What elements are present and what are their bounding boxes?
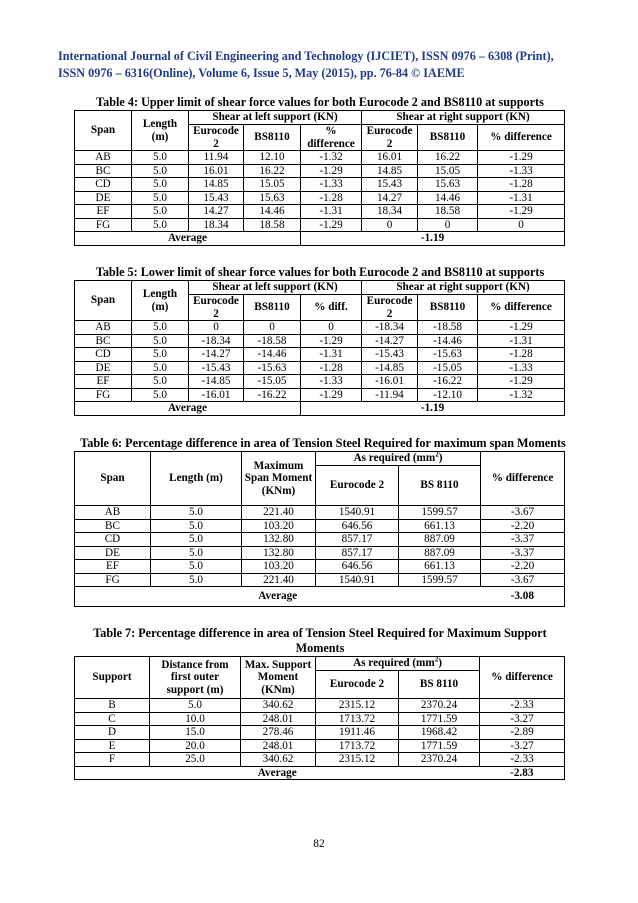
table-cell: 1771.59 — [399, 712, 480, 726]
table-cell: 1911.46 — [316, 726, 399, 740]
table-cell: -2.20 — [481, 519, 565, 533]
column-header-bs8110-right: BS8110 — [418, 125, 478, 151]
column-header-eurocode: Eurocode 2 — [316, 671, 399, 699]
table-cell: 25.0 — [150, 753, 241, 767]
row-label-cell: B — [75, 699, 150, 713]
row-label-cell: E — [75, 739, 150, 753]
table-cell: -18.34 — [189, 334, 244, 348]
table-cell: -3.37 — [481, 533, 565, 547]
row-label-cell: AB — [75, 151, 132, 165]
table-cell: 221.40 — [242, 573, 316, 587]
table-row — [75, 375, 565, 389]
column-header-difference: % difference — [481, 452, 565, 506]
table-cell: 15.63 — [418, 178, 478, 192]
table-5 — [74, 280, 565, 416]
table-cell: -1.29 — [478, 321, 565, 335]
table-row — [75, 151, 565, 165]
table-cell: 5.0 — [132, 361, 189, 375]
column-header-diff-left: % difference — [301, 125, 362, 151]
average-value: -1.19 — [301, 232, 565, 246]
column-header-max-span-moment: Maximum Span Moment (KNm) — [242, 452, 316, 506]
table-cell: -18.34 — [362, 321, 418, 335]
table-row — [75, 388, 565, 402]
table-cell: 646.56 — [316, 560, 399, 574]
table-cell: -3.27 — [480, 739, 565, 753]
table-cell: 1771.59 — [399, 739, 480, 753]
table-cell: 16.22 — [418, 151, 478, 165]
journal-header-line-2: ISSN 0976 – 6316(Online), Volume 6, Issue 5, May (2015), pp. 76-84 © IAEME — [58, 66, 465, 80]
table-7 — [74, 656, 565, 780]
table-row — [75, 739, 565, 753]
table-cell: 1713.72 — [316, 739, 399, 753]
table-cell: 20.0 — [150, 739, 241, 753]
table-row — [75, 205, 565, 219]
table-cell: 132.80 — [242, 533, 316, 547]
average-label: Average — [75, 232, 301, 246]
table-cell: 2315.12 — [316, 753, 399, 767]
table-cell: 221.40 — [242, 506, 316, 520]
table-cell: 0 — [189, 321, 244, 335]
table-cell: 14.46 — [244, 205, 301, 219]
average-label: Average — [75, 766, 480, 780]
column-header-diff-left: % diff. — [301, 295, 362, 321]
table-row — [75, 178, 565, 192]
table-cell: 14.46 — [418, 191, 478, 205]
row-label-cell: F — [75, 753, 150, 767]
column-header-length: Length (m) — [132, 281, 189, 321]
column-header-bs8110: BS 8110 — [399, 671, 480, 699]
row-label-cell: D — [75, 726, 150, 740]
table-cell: -1.33 — [478, 164, 565, 178]
table-cell: 15.43 — [362, 178, 418, 192]
table-cell: 1540.91 — [316, 573, 399, 587]
table-cell: 15.43 — [189, 191, 244, 205]
row-label-cell: EF — [75, 560, 151, 574]
row-label-cell: BC — [75, 519, 151, 533]
table-6 — [74, 451, 565, 607]
column-header-eurocode-left: Eurocode 2 — [189, 125, 244, 151]
table-cell: -1.32 — [478, 388, 565, 402]
table-cell: 661.13 — [399, 519, 481, 533]
table-cell: -15.63 — [418, 348, 478, 362]
table-cell: -1.32 — [301, 151, 362, 165]
table-cell: -2.20 — [481, 560, 565, 574]
table-cell: 14.85 — [189, 178, 244, 192]
average-value: -3.08 — [481, 587, 565, 607]
table-cell: 1599.57 — [399, 506, 481, 520]
table-cell: 15.05 — [244, 178, 301, 192]
table-cell: 14.27 — [362, 191, 418, 205]
row-label-cell: AB — [75, 506, 151, 520]
table-cell: 14.85 — [362, 164, 418, 178]
table-cell: -16.22 — [244, 388, 301, 402]
table-row — [75, 560, 565, 574]
table-cell: 2370.24 — [399, 753, 480, 767]
table-row — [75, 699, 565, 713]
table-cell: -1.33 — [301, 375, 362, 389]
table-cell: 0 — [418, 218, 478, 232]
table-cell: -1.28 — [301, 361, 362, 375]
table-cell: 5.0 — [151, 533, 242, 547]
table-cell: 340.62 — [241, 699, 316, 713]
table-cell: 16.22 — [244, 164, 301, 178]
group-header-left-support: Shear at left support (KN) — [189, 111, 362, 125]
column-header-eurocode-left: Eurocode 2 — [189, 295, 244, 321]
table-cell: -1.28 — [301, 191, 362, 205]
table-cell: 5.0 — [132, 205, 189, 219]
table-cell: 18.58 — [244, 218, 301, 232]
table-cell: 0 — [362, 218, 418, 232]
table-cell: -1.29 — [301, 164, 362, 178]
table-row — [75, 334, 565, 348]
row-label-cell: DE — [75, 546, 151, 560]
average-value: -2.83 — [480, 766, 565, 780]
table-cell: -18.58 — [418, 321, 478, 335]
table-cell: -14.27 — [362, 334, 418, 348]
column-header-max-support-moment: Max. Support Moment (KNm) — [241, 657, 316, 699]
column-header-bs8110-right: BS8110 — [418, 295, 478, 321]
table-cell: -1.31 — [478, 334, 565, 348]
table-cell: 1968.42 — [399, 726, 480, 740]
table-cell: 16.01 — [362, 151, 418, 165]
table-cell: -1.29 — [478, 205, 565, 219]
column-header-bs8110-left: BS8110 — [244, 295, 301, 321]
table-cell: 5.0 — [151, 573, 242, 587]
table-cell: 5.0 — [151, 546, 242, 560]
table-cell: -16.22 — [418, 375, 478, 389]
average-label: Average — [75, 587, 481, 607]
table-cell: -1.33 — [301, 178, 362, 192]
group-header-right-support: Shear at right support (KN) — [362, 281, 565, 295]
column-header-bs8110-left: BS8110 — [244, 125, 301, 151]
table-cell: 5.0 — [132, 388, 189, 402]
table-cell: 887.09 — [399, 546, 481, 560]
table-cell: 248.01 — [241, 712, 316, 726]
table-cell: -15.63 — [244, 361, 301, 375]
row-label-cell: CD — [75, 178, 132, 192]
column-header-length: Length (m) — [132, 111, 189, 151]
row-label-cell: FG — [75, 218, 132, 232]
table-cell: -18.58 — [244, 334, 301, 348]
table-cell: 12.10 — [244, 151, 301, 165]
table-cell: -1.29 — [301, 388, 362, 402]
table-row — [75, 712, 565, 726]
table-4-caption: Table 4: Upper limit of shear force values for both Eurocode 2 and BS8110 at supports — [96, 95, 544, 109]
table-cell: 0 — [301, 321, 362, 335]
table-row — [75, 546, 565, 560]
table-cell: 103.20 — [242, 560, 316, 574]
column-header-difference: % difference — [480, 657, 565, 699]
table-cell: 857.17 — [316, 546, 399, 560]
table-cell: -16.01 — [362, 375, 418, 389]
average-value: -1.19 — [301, 402, 565, 416]
table-5-caption: Table 5: Lower limit of shear force values for both Eurocode 2 and BS8110 at supports — [95, 265, 545, 279]
table-cell: 15.05 — [418, 164, 478, 178]
table-cell: 5.0 — [132, 191, 189, 205]
table-cell: -2.89 — [480, 726, 565, 740]
table-cell: -1.29 — [478, 151, 565, 165]
group-header-as-required: As required $(mm^2)$ — [316, 657, 480, 671]
table-cell: 887.09 — [399, 533, 481, 547]
journal-header — [58, 48, 588, 82]
table-cell: 5.0 — [132, 218, 189, 232]
table-cell: -1.29 — [478, 375, 565, 389]
table-row — [75, 348, 565, 362]
page-number: 82 — [313, 838, 325, 850]
table-cell: 5.0 — [132, 164, 189, 178]
row-label-cell: AB — [75, 321, 132, 335]
table-cell: 5.0 — [151, 560, 242, 574]
table-cell: 14.27 — [189, 205, 244, 219]
table-cell: 2370.24 — [399, 699, 480, 713]
table-cell: 5.0 — [132, 178, 189, 192]
table-cell: 857.17 — [316, 533, 399, 547]
row-label-cell: BC — [75, 334, 132, 348]
table-cell: -1.29 — [301, 334, 362, 348]
table-cell: 15.0 — [150, 726, 241, 740]
table-cell: 5.0 — [132, 375, 189, 389]
table-row — [75, 573, 565, 587]
table-cell: 5.0 — [132, 348, 189, 362]
table-cell: 15.63 — [244, 191, 301, 205]
table-cell: 340.62 — [241, 753, 316, 767]
table-row — [75, 361, 565, 375]
table-7-caption-line-1: Table 7: Percentage difference in area of Tension Steel Required for Maximum Support — [93, 626, 547, 640]
table-cell: -1.33 — [478, 361, 565, 375]
column-header-eurocode-right: Eurocode 2 — [362, 125, 418, 151]
table-7-caption — [60, 626, 580, 656]
table-cell: -3.37 — [481, 546, 565, 560]
table-cell: 0 — [478, 218, 565, 232]
column-header-eurocode: Eurocode 2 — [316, 466, 399, 506]
group-header-as-required: As required $(mm^2)$ — [316, 452, 481, 466]
table-cell: 1540.91 — [316, 506, 399, 520]
table-4 — [74, 110, 565, 246]
row-label-cell: FG — [75, 388, 132, 402]
group-header-right-support: Shear at right support (KN) — [362, 111, 565, 125]
table-cell: 278.46 — [241, 726, 316, 740]
table-cell: -2.33 — [480, 699, 565, 713]
table-row — [75, 218, 565, 232]
group-header-left-support: Shear at left support (KN) — [189, 281, 362, 295]
column-header-bs8110: BS 8110 — [399, 466, 481, 506]
table-cell: 5.0 — [132, 334, 189, 348]
table-cell: -1.31 — [301, 348, 362, 362]
table-6-caption: Table 6: Percentage difference in area of Tension Steel Required for maximum span Moments — [80, 436, 566, 450]
row-label-cell: CD — [75, 348, 132, 362]
table-cell: -1.29 — [301, 218, 362, 232]
row-label-cell: C — [75, 712, 150, 726]
column-header-span: Span — [75, 452, 151, 506]
table-cell: 18.34 — [362, 205, 418, 219]
table-cell: 5.0 — [150, 699, 241, 713]
table-cell: 0 — [244, 321, 301, 335]
table-cell: -1.31 — [478, 191, 565, 205]
table-cell: 661.13 — [399, 560, 481, 574]
journal-header-line-1: International Journal of Civil Engineering and Technology (IJCIET), ISSN 0976 – 6308 (Print), — [58, 49, 554, 63]
table-cell: 10.0 — [150, 712, 241, 726]
table-cell: 5.0 — [151, 506, 242, 520]
row-label-cell: CD — [75, 533, 151, 547]
table-cell: 5.0 — [132, 321, 189, 335]
table-cell: 248.01 — [241, 739, 316, 753]
column-header-distance: Distance from first outer support (m) — [150, 657, 241, 699]
table-cell: -14.27 — [189, 348, 244, 362]
table-cell: 18.58 — [418, 205, 478, 219]
table-row — [75, 321, 565, 335]
table-cell: -3.27 — [480, 712, 565, 726]
table-cell: -14.85 — [189, 375, 244, 389]
table-cell: -15.43 — [189, 361, 244, 375]
table-row — [75, 519, 565, 533]
table-cell: -1.31 — [301, 205, 362, 219]
table-cell: 1599.57 — [399, 573, 481, 587]
table-row — [75, 533, 565, 547]
table-cell: 11.94 — [189, 151, 244, 165]
column-header-diff-right: % difference — [478, 125, 565, 151]
table-cell: -1.28 — [478, 348, 565, 362]
table-cell: 18.34 — [189, 218, 244, 232]
column-header-support: Support — [75, 657, 150, 699]
table-cell: 646.56 — [316, 519, 399, 533]
row-label-cell: DE — [75, 191, 132, 205]
table-cell: 1713.72 — [316, 712, 399, 726]
row-label-cell: EF — [75, 205, 132, 219]
table-cell: -15.05 — [244, 375, 301, 389]
table-cell: -15.05 — [418, 361, 478, 375]
row-label-cell: EF — [75, 375, 132, 389]
table-cell: -11.94 — [362, 388, 418, 402]
column-header-span: Span — [75, 111, 132, 151]
row-label-cell: FG — [75, 573, 151, 587]
table-row — [75, 753, 565, 767]
table-cell: -16.01 — [189, 388, 244, 402]
table-cell: -14.85 — [362, 361, 418, 375]
column-header-diff-right: % difference — [478, 295, 565, 321]
table-row — [75, 191, 565, 205]
table-cell: -3.67 — [481, 506, 565, 520]
row-label-cell: BC — [75, 164, 132, 178]
column-header-length: Length (m) — [151, 452, 242, 506]
column-header-eurocode-right: Eurocode 2 — [362, 295, 418, 321]
table-cell: -12.10 — [418, 388, 478, 402]
table-cell: -15.43 — [362, 348, 418, 362]
table-row — [75, 726, 565, 740]
table-cell: 5.0 — [151, 519, 242, 533]
table-cell: -2.33 — [480, 753, 565, 767]
table-row — [75, 506, 565, 520]
table-cell: 2315.12 — [316, 699, 399, 713]
average-label: Average — [75, 402, 301, 416]
table-row — [75, 164, 565, 178]
column-header-span: Span — [75, 281, 132, 321]
table-cell: 5.0 — [132, 151, 189, 165]
table-7-caption-line-2: Moments — [295, 641, 345, 655]
table-cell: -3.67 — [481, 573, 565, 587]
table-cell: 132.80 — [242, 546, 316, 560]
table-cell: -1.28 — [478, 178, 565, 192]
table-cell: -14.46 — [244, 348, 301, 362]
row-label-cell: DE — [75, 361, 132, 375]
table-cell: 16.01 — [189, 164, 244, 178]
table-cell: 103.20 — [242, 519, 316, 533]
table-cell: -14.46 — [418, 334, 478, 348]
